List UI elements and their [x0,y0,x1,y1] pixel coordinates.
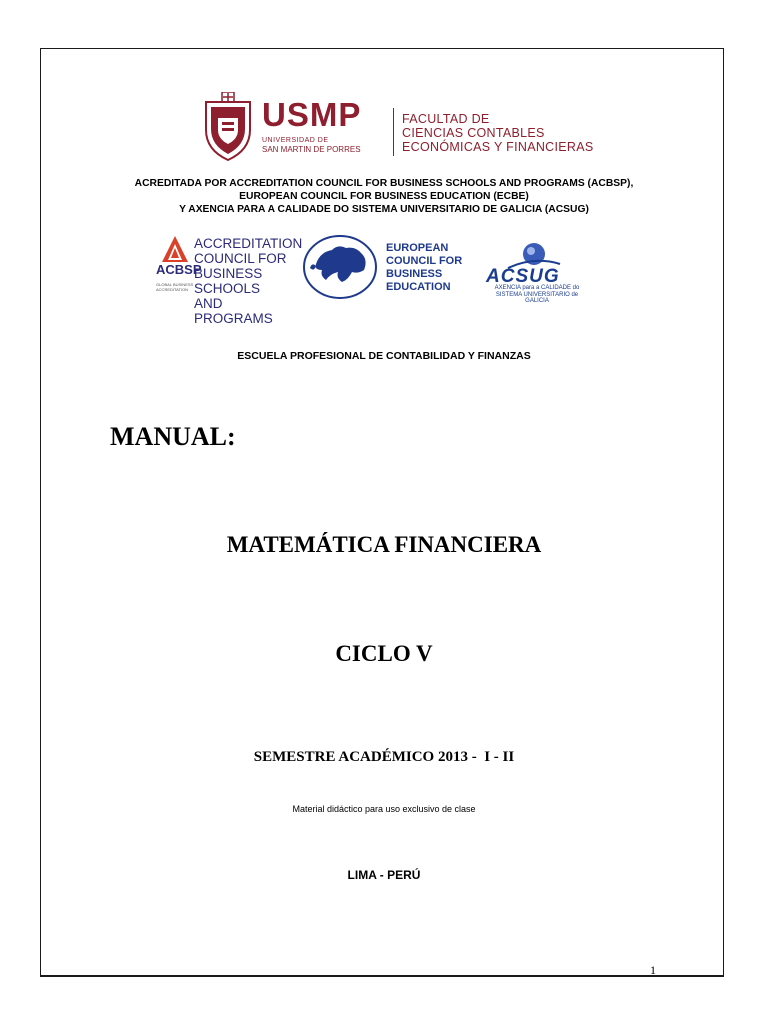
footer-rule [40,976,724,977]
accreditation-statement [0,177,768,216]
page-number: 1 [650,963,656,977]
acsug-logo [460,240,620,310]
acsug-line: GALICIA [525,298,549,304]
acbsp-line: ACCREDITATION [194,236,303,251]
manual-label: MANUAL: [110,422,236,451]
accreditation-line: Y AXENCIA PARA A CALIDADE DO SISTEMA UNIVERSITARIO DE GALICIA (ACSUG) [179,204,589,215]
acbsp-triangle-icon [160,234,190,264]
semester-label: SEMESTRE ACADÉMICO 2013 - I - II [253,749,515,765]
ecbe-line: EDUCATION [386,281,451,293]
ecbe-name [386,242,462,294]
usmp-header [200,92,600,162]
acbsp-line: AND PROGRAMS [194,296,273,326]
europe-globe-icon [302,234,378,300]
ecbe-logo [302,234,472,304]
ecbe-line: COUNCIL FOR [386,255,463,267]
acsug-line: AXENCIA para a CALIDADE do [494,285,580,291]
ecbe-line: EUROPEAN [386,242,449,254]
acbsp-line: COUNCIL FOR [194,251,287,266]
acbsp-small-text: GLOBAL BUSINESS ACCREDITATION [156,282,194,292]
acbsp-line: BUSINESS SCHOOLS [194,266,263,296]
acbsp-name [194,236,304,326]
university-sub-label: UNIVERSIDAD DE [262,137,329,144]
university-full-name: SAN MARTIN DE PORRES [262,145,361,154]
ecbe-line: BUSINESS [386,268,443,280]
header-divider [393,108,394,156]
faculty-name [402,112,594,154]
faculty-line: FACULTAD DE [402,112,490,126]
school-name: ESCUELA PROFESIONAL DE CONTABILIDAD Y FINANZAS [237,350,531,362]
acbsp-mark: ACBSP [156,262,202,277]
acbsp-logo [154,234,304,326]
acsug-subtitle [462,285,612,305]
accreditation-line: EUROPEAN COUNCIL FOR BUSINESS EDUCATION (ECBE) [239,191,529,202]
acsug-wordmark: ACSUG [486,266,560,287]
acsug-line: SISTEMA UNIVERSITARIO de [495,291,579,298]
faculty-line: CIENCIAS CONTABLES [402,126,545,140]
cycle-label: CICLO V [335,641,433,666]
material-note: Material didáctico para uso exclusivo de clase [292,804,476,814]
faculty-line: ECONÓMICAS Y FINANCIERAS [402,140,594,154]
location-label: LIMA - PERÚ [347,868,421,882]
usmp-crest-icon [200,92,256,162]
course-title: MATEMÁTICA FINANCIERA [226,532,542,557]
accreditation-line: ACREDITADA POR ACCREDITATION COUNCIL FOR BUSINESS SCHOOLS AND PROGRAMS (ACBSP), [134,178,634,189]
usmp-wordmark: USMP [262,96,362,133]
